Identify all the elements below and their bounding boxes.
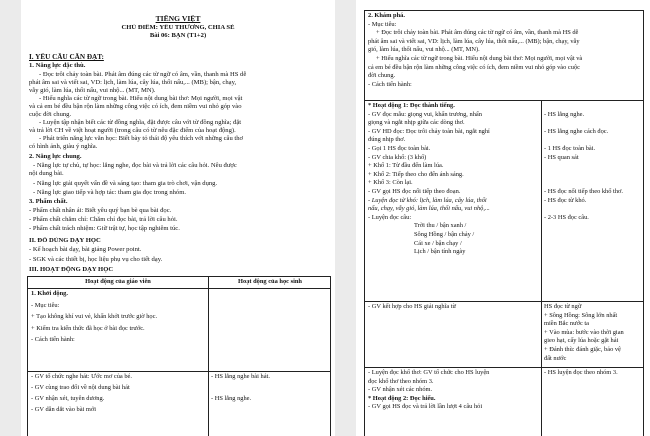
text-line: cuộc đời chung. <box>29 111 72 118</box>
activity-table-continued <box>364 10 644 436</box>
section-heading: I. YÊU CẦU CẦN ĐẠT: <box>29 53 104 61</box>
text-line: - 1 HS đọc toàn bài. <box>544 144 596 152</box>
text-line: - Năng lực giải quyết vấn đề và sáng tạo: tham gia trò chơi, vận dụng. <box>33 180 218 187</box>
text-line: + Khổ 1: Từ đầu đến làm lúa. <box>368 162 444 170</box>
text-line: - HS đọc nối tiếp theo khổ thơ. <box>544 187 623 195</box>
text-line: - 2-3 HS đọc câu. <box>544 213 589 221</box>
text-line: + Khổ 2: Tiếp theo cho đến ánh sáng. <box>368 170 464 178</box>
text-line: + Khổ 3: Còn lại. <box>368 179 413 187</box>
text-line: - Cách tiến hành: <box>31 336 75 344</box>
activity-title: 1. Khởi động. <box>31 290 68 297</box>
text-line: - Mục tiêu: <box>368 20 397 28</box>
text-line: miền Bắc nước ta <box>544 320 589 328</box>
text-line: - GV tổ chức nghe hát: Ước mơ của bé. <box>31 373 132 380</box>
subsection-heading: 1. Năng lực đặc thù. <box>29 62 86 69</box>
text-line: + Đánh thù: đánh giặc, bảo vệ <box>544 345 621 353</box>
text-line: - Luyện đọc câu: <box>368 213 412 221</box>
activity-table <box>27 276 331 436</box>
text-line: - GV đọc mẫu: giọng vui, khẩn trương, nhấn <box>368 110 482 118</box>
text-line: - Phát triển năng lực văn học: Biết bày tỏ thái độ yêu thích với những câu thơ <box>39 135 244 142</box>
subject-title: TIẾNG VIỆT <box>155 15 201 23</box>
poem-line: Lịch / bận tính ngày <box>414 248 466 256</box>
poem-line: Trời thu / bận xanh / <box>414 222 467 230</box>
text-line: - GV gọi HS đọc nối tiếp theo đoạn. <box>368 187 461 195</box>
text-line: - HS lắng nghe bài hát. <box>211 373 270 380</box>
text-line: - Cách tiến hành: <box>368 80 412 88</box>
text-line: + Hiểu nghĩa các từ ngữ trong bài. Hiểu nội dung bài thơ: Mọi người, mọi vật và <box>376 54 583 62</box>
text-line: - GV HD đọc: Đọc trôi chảy toàn bài, ngắt nghỉ <box>368 127 490 135</box>
activity-title: * Hoạt động 2: Đọc hiểu. <box>368 394 436 402</box>
topic-title: CHỦ ĐIỂM: YÊU THƯƠNG, CHIA SẺ <box>121 24 235 31</box>
document-page-right <box>356 0 650 436</box>
document-page-left <box>21 0 335 436</box>
poem-line: Cái xe / bận chạy / <box>414 239 462 247</box>
text-line: - Kế hoạch bài dạy, bài giảng Power point. <box>29 246 142 253</box>
text-line: HS đọc từ ngữ <box>544 303 582 310</box>
text-line: gieo hạt, cấy lúa hoặc gặt hái <box>544 337 619 345</box>
text-line: - Mục tiêu: <box>31 301 60 309</box>
text-line: - GV kết hợp cho HS giải nghĩa từ <box>368 303 457 310</box>
text-line: - GV nhận xét, tuyên dương. <box>31 395 105 403</box>
text-line: - GV chia khổ: (3 khổ) <box>368 153 427 161</box>
text-line: - Gọi 1 HS đọc toàn bài. <box>368 144 431 152</box>
text-line: - HS quan sát <box>544 153 579 161</box>
lesson-title: Bài 06: BẠN (T1+2) <box>149 32 207 39</box>
text-line: - Đọc trôi chảy toàn bài. Phát âm đúng các từ ngữ có âm, vần, thanh mà HS dễ <box>39 71 247 78</box>
text-line: + Vào mùa: bước vào thời gian <box>544 328 624 336</box>
text-line: giọng và ngắt nhịp giữa các dòng thơ. <box>368 119 465 127</box>
text-line: - HS lắng nghe. <box>211 394 252 402</box>
text-line: - Phẩm chất nhân ái: Biết yêu quý bạn bè qua bài đọc. <box>29 207 172 214</box>
text-line: phát âm sai và viết sai, VD: lịch, làm lúa, cây lúa, thổi nấu,... (MB); bận, chạy, <box>29 79 237 86</box>
text-line: - SGK và các thiết bị, học liệu phụ vụ cho tiết dạy. <box>29 256 163 263</box>
text-line: vẫy gió, làm lúa, thổi nấu, vui nhộ... (MT, MN). <box>29 87 156 94</box>
text-line: + Kiểm tra kiến thức đã học ở bài đọc trước. <box>31 324 145 332</box>
text-line: đọc khổ thơ theo nhóm 3. <box>368 377 434 385</box>
text-line: - Phẩm chất trách nhiệm: Giữ trật tự, học tập nghiêm túc. <box>29 225 180 232</box>
text-line: - Luyện đọc từ khó: lịch, làm lúa, cây lúa, thổi <box>368 196 487 204</box>
section-heading: II. ĐỒ DÙNG DẠY HỌC <box>29 237 101 244</box>
text-line: đúng nhịp thơ. <box>368 136 406 144</box>
text-line: - GV gọi HS đọc và trả lời lần lượt 4 câu hỏi <box>368 403 483 411</box>
text-line: - GV cùng trao đổi về nội dung bài hát <box>31 383 130 391</box>
text-line: nấu, chạy, vẫy gió, làm lúa, thổi nấu, vui nhộ,... <box>368 205 490 213</box>
text-line: đời chung. <box>368 72 396 80</box>
table-header-student: Hoạt động của học sinh <box>238 278 302 285</box>
poem-line: Sông Hồng / bận chảy / <box>414 230 475 238</box>
table-header-teacher: Hoạt động của giáo viên <box>85 278 151 285</box>
text-line: gió, làm lúa, thổi nấu, vui nhộ... (MT, MN). <box>368 46 480 54</box>
activity-title: * Hoạt động 1: Đọc thành tiếng. <box>368 102 455 109</box>
text-line: + Tạo không khí vui vẻ, khấn khởi trước giờ học. <box>31 313 158 321</box>
text-line: - HS lắng nghe. <box>544 110 585 118</box>
subsection-heading: 2. Năng lực chung. <box>29 153 82 160</box>
text-line: phát âm sai và viết sai, VD: lịch, làm lúa, cây lúa, thổi nấu,... (MB); bận, chạy, vẫy <box>368 37 580 45</box>
text-line: - GV dẫn dắt vào bài mới <box>31 405 97 413</box>
text-line: cả em bé đều bận rộn làm những công việc có ích, đem niềm vui nhỏ góp vào cuộc <box>368 63 580 71</box>
text-line: đất nước <box>544 354 567 362</box>
subsection-heading: 3. Phẩm chất. <box>29 198 68 205</box>
text-line: có hình ảnh, giàu ý nghĩa. <box>29 143 98 150</box>
text-line: - Luyện đọc khổ thơ: GV tổ chức cho HS luyện <box>368 369 490 376</box>
text-line: - HS luyện đọc theo nhóm 3. <box>544 369 618 376</box>
text-line: - Hiểu nghĩa các từ ngữ trong bài. Hiểu nội dung bài thơ: Mọi người, mọi vật <box>39 95 243 102</box>
text-line: - HS đọc từ khó. <box>544 196 587 204</box>
text-line: nội dung bài. <box>29 170 64 177</box>
text-line: và trả lời CH về việt hoạt người (trong câu có từ nêu đặc điểm của hoạt động). <box>29 127 236 134</box>
text-line: và cả em bé đều bận rộn làm những công việc có ích, đem niềm vui nhỏ góp vào <box>29 103 242 110</box>
text-line: - Luyện tập nhận biết các từ đồng nghĩa, đặt được câu với từ đồng nghĩa; đặt <box>39 119 242 126</box>
text-line: + Đọc trôi chảy toàn bài. Phát âm đúng các từ ngữ có âm, vần, thanh mà HS dễ <box>376 29 579 37</box>
section-heading: III. HOẠT ĐỘNG DẠY HỌC <box>29 266 114 273</box>
text-line: - Năng lực giao tiếp và hợp tác: tham gia đọc trong nhóm. <box>33 189 186 196</box>
text-line: - Phẩm chất chăm chỉ: Chăm chỉ đọc bài, trả lời câu hỏi. <box>29 216 178 223</box>
text-line: - HS lắng nghe cách đọc. <box>544 127 609 135</box>
text-line: + Sông Hồng: Sông lớn nhất <box>544 311 618 319</box>
activity-title: 2. Khám phá. <box>368 12 405 19</box>
text-line: - GV nhận xét các nhóm. <box>368 386 433 394</box>
text-line: - Năng lực tự chủ, tự học: lắng nghe, đọc bài và trả lời các câu hỏi. Nêu được <box>33 162 237 169</box>
